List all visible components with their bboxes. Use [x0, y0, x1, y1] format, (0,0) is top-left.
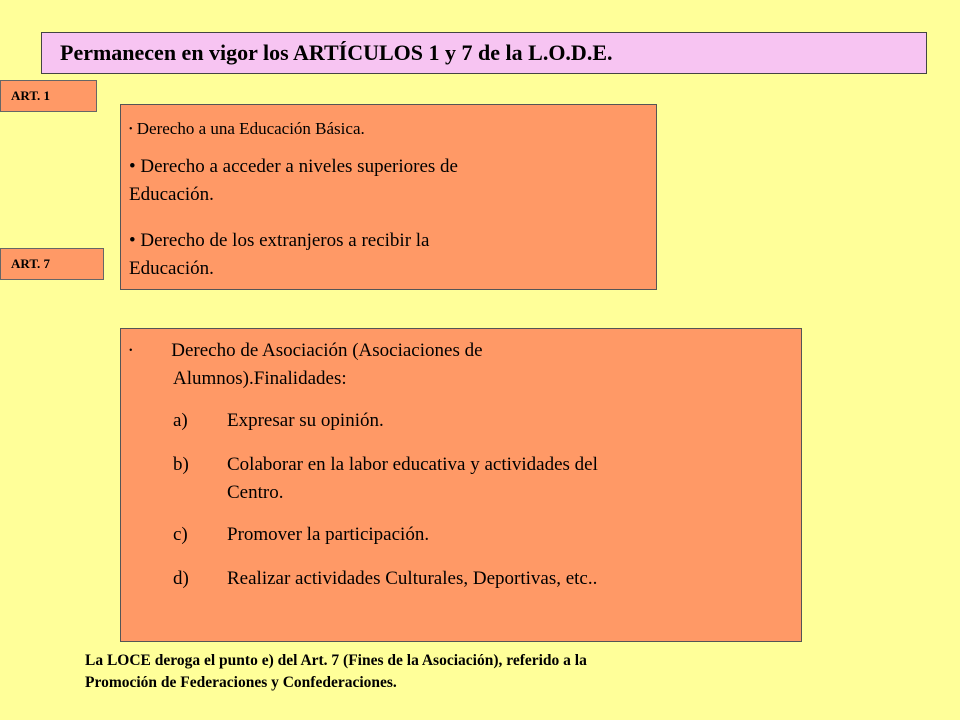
marker: c) [173, 524, 188, 545]
page-title: Permanecen en vigor los ARTÍCULOS 1 y 7 de la L.O.D.E. [60, 40, 613, 65]
bullet-icon: • [129, 345, 133, 357]
marker: b) [173, 454, 189, 475]
item-text: Realizar actividades Culturales, Deportivas, etc.. [227, 568, 598, 589]
list-item [129, 115, 365, 144]
item-text: Promover la participación. [227, 524, 430, 545]
marker: d) [173, 568, 189, 589]
item-text-continuation: Centro. [227, 482, 284, 503]
bullet-icon: • [129, 156, 136, 177]
item-text: Derecho a una Educación Básica. [136, 119, 365, 138]
item-text-continuation: Educación. [129, 184, 214, 205]
art-7-label: ART. 7 [0, 248, 104, 280]
item-text: Colaborar en la labor educativa y actividades del [227, 454, 598, 475]
item-text: Derecho de Asociación (Asociaciones de [171, 340, 483, 361]
item-text: Derecho de los extranjeros a recibir la [140, 230, 430, 251]
footer-note [85, 650, 805, 694]
marker: a) [173, 410, 188, 431]
bullet-icon: • [129, 230, 136, 251]
art-1-rights-box [120, 104, 657, 290]
item-text: Derecho a acceder a niveles superiores de [140, 156, 458, 177]
item-text-continuation: Educación. [129, 258, 214, 279]
item-text-continuation: Alumnos).Finalidades: [173, 368, 347, 389]
list-item [129, 153, 458, 181]
bullet-icon: • [129, 124, 133, 136]
list-item [129, 227, 430, 255]
footer-line: La LOCE deroga el punto e) del Art. 7 (Fines de la Asociación), referido a la [85, 652, 587, 669]
footer-line: Promoción de Federaciones y Confederaciones. [85, 674, 397, 691]
art-1-label: ART. 1 [0, 80, 97, 112]
art-7-association-box [120, 328, 802, 642]
list-item [129, 337, 483, 366]
item-text: Expresar su opinión. [227, 410, 384, 431]
title-banner [41, 32, 927, 74]
